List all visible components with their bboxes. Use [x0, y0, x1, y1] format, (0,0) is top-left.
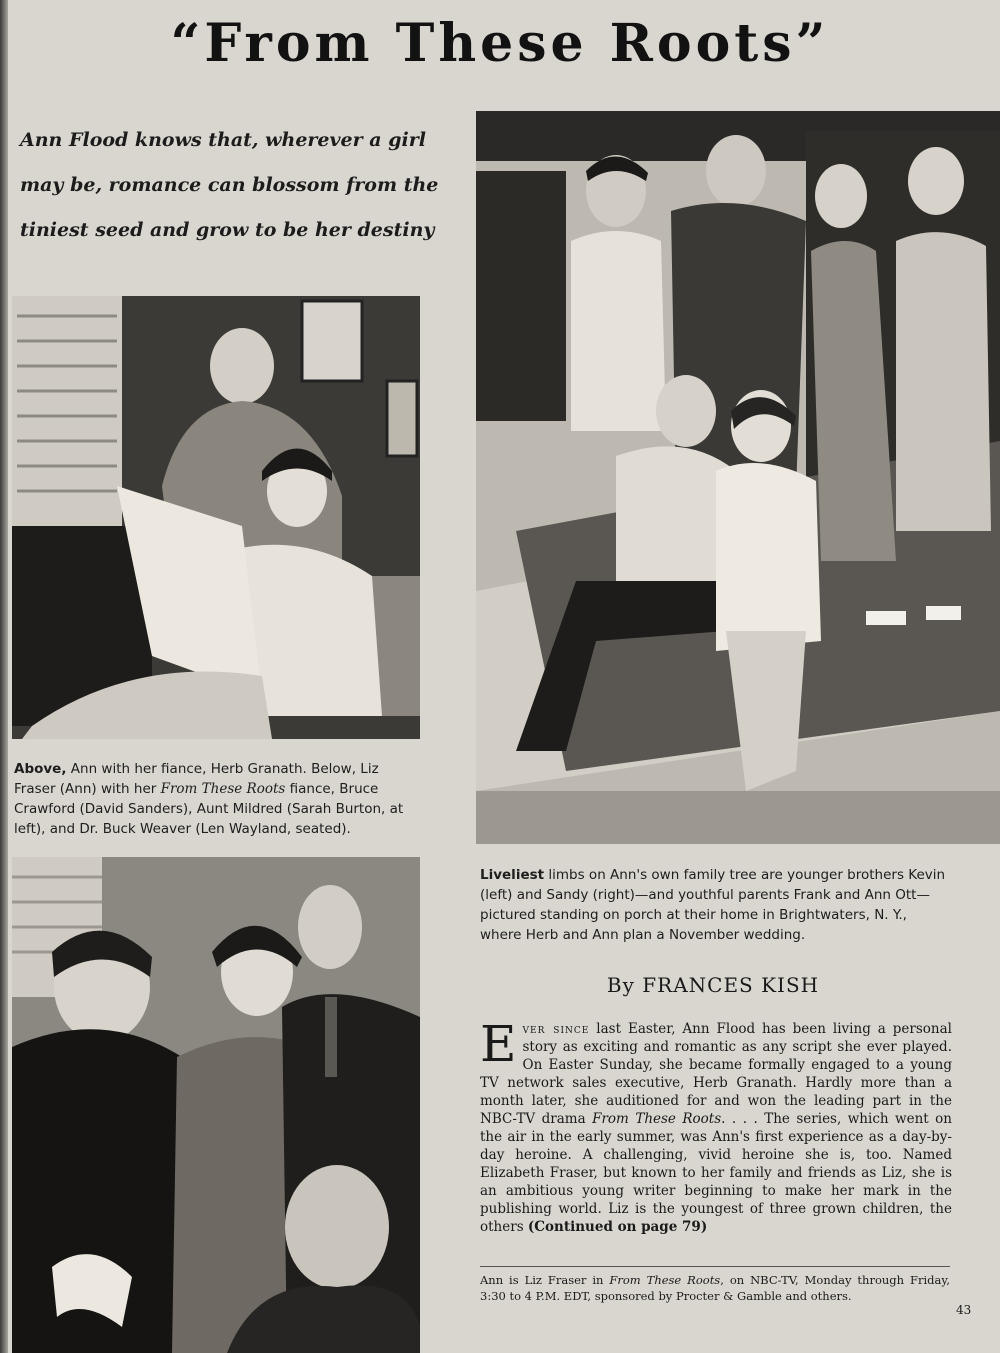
- intro-line: tiniest seed and grow to be her destiny: [20, 219, 435, 241]
- article-text: last Easter, Ann Flood has been living a personal story as exciting and romantic as any script she ever played. On Easter Sunday, she became formally engaged to a young TV network sales executive, Herb Granath. Hardly more than a month later, she auditioned for and won the leading part in the NBC-TV drama: [480, 1021, 952, 1127]
- footnote: [480, 1272, 950, 1304]
- caption-text: Ann with her fiance, Herb Granath. Below, Liz Fraser (Ann) with her: [14, 761, 379, 797]
- page-title: “From These Roots”: [170, 13, 830, 74]
- caption-lead: Liveliest: [480, 867, 545, 883]
- intro-line: may be, romance can blossom from the: [20, 174, 439, 196]
- footnote-text: Ann is Liz Fraser in: [480, 1273, 610, 1287]
- byline: By FRANCES KISH: [606, 973, 820, 997]
- caption-text: fiance, Bruce Crawford (David Sanders), Aunt Mildred (Sarah Burton, at left), and Dr. Buck Weaver (Len Wayland, seated).: [14, 781, 404, 837]
- footnote-rule: [480, 1266, 950, 1267]
- caption-lead: Above,: [14, 761, 67, 777]
- binding-shadow: [0, 0, 8, 1353]
- photo-caption-family: [480, 865, 952, 945]
- caption-text: limbs on Ann's own family tree are younger brothers Kevin (left) and Sandy (right)—and youthful parents Frank and Ann Ott—pictured standing on porch at their home in Brightwaters, N. Y., where Herb and Ann plan a November wedding.: [480, 867, 946, 943]
- photo-ann-with-fiance: [12, 296, 420, 739]
- article-text: . . . . The series, which went on the air in the early summer, was Ann's first experience as a day-by-day heroine. A challenging, vivid heroine she is, too. Named Elizabeth Fraser, but known to her family and friends as Liz, she is an ambitious young writer beginning to make her mark in the publishing world. Liz is the youngest of three grown children, the others: [480, 1111, 952, 1235]
- footnote-text: , on NBC-TV, Monday through Friday, 3:30 to 4 P.M. EDT, sponsored by Procter & Gamble and others.: [480, 1273, 950, 1303]
- page-number: 43: [956, 1303, 972, 1317]
- show-title: From These Roots: [609, 1273, 721, 1287]
- photo-cast: [12, 857, 420, 1353]
- photo-caption-top: [14, 759, 418, 839]
- continued-link: (Continued on page 79): [527, 1219, 708, 1235]
- show-title: From These Roots: [160, 781, 286, 797]
- photo-family-porch: [476, 111, 1000, 844]
- intro-line: Ann Flood knows that, wherever a girl: [20, 129, 426, 151]
- article-body: [480, 1015, 952, 1236]
- drop-cap: E: [480, 1015, 517, 1073]
- intro-deck: [20, 118, 460, 253]
- show-title: From These Roots: [592, 1111, 722, 1127]
- opening-smallcaps: ver since: [522, 1021, 590, 1037]
